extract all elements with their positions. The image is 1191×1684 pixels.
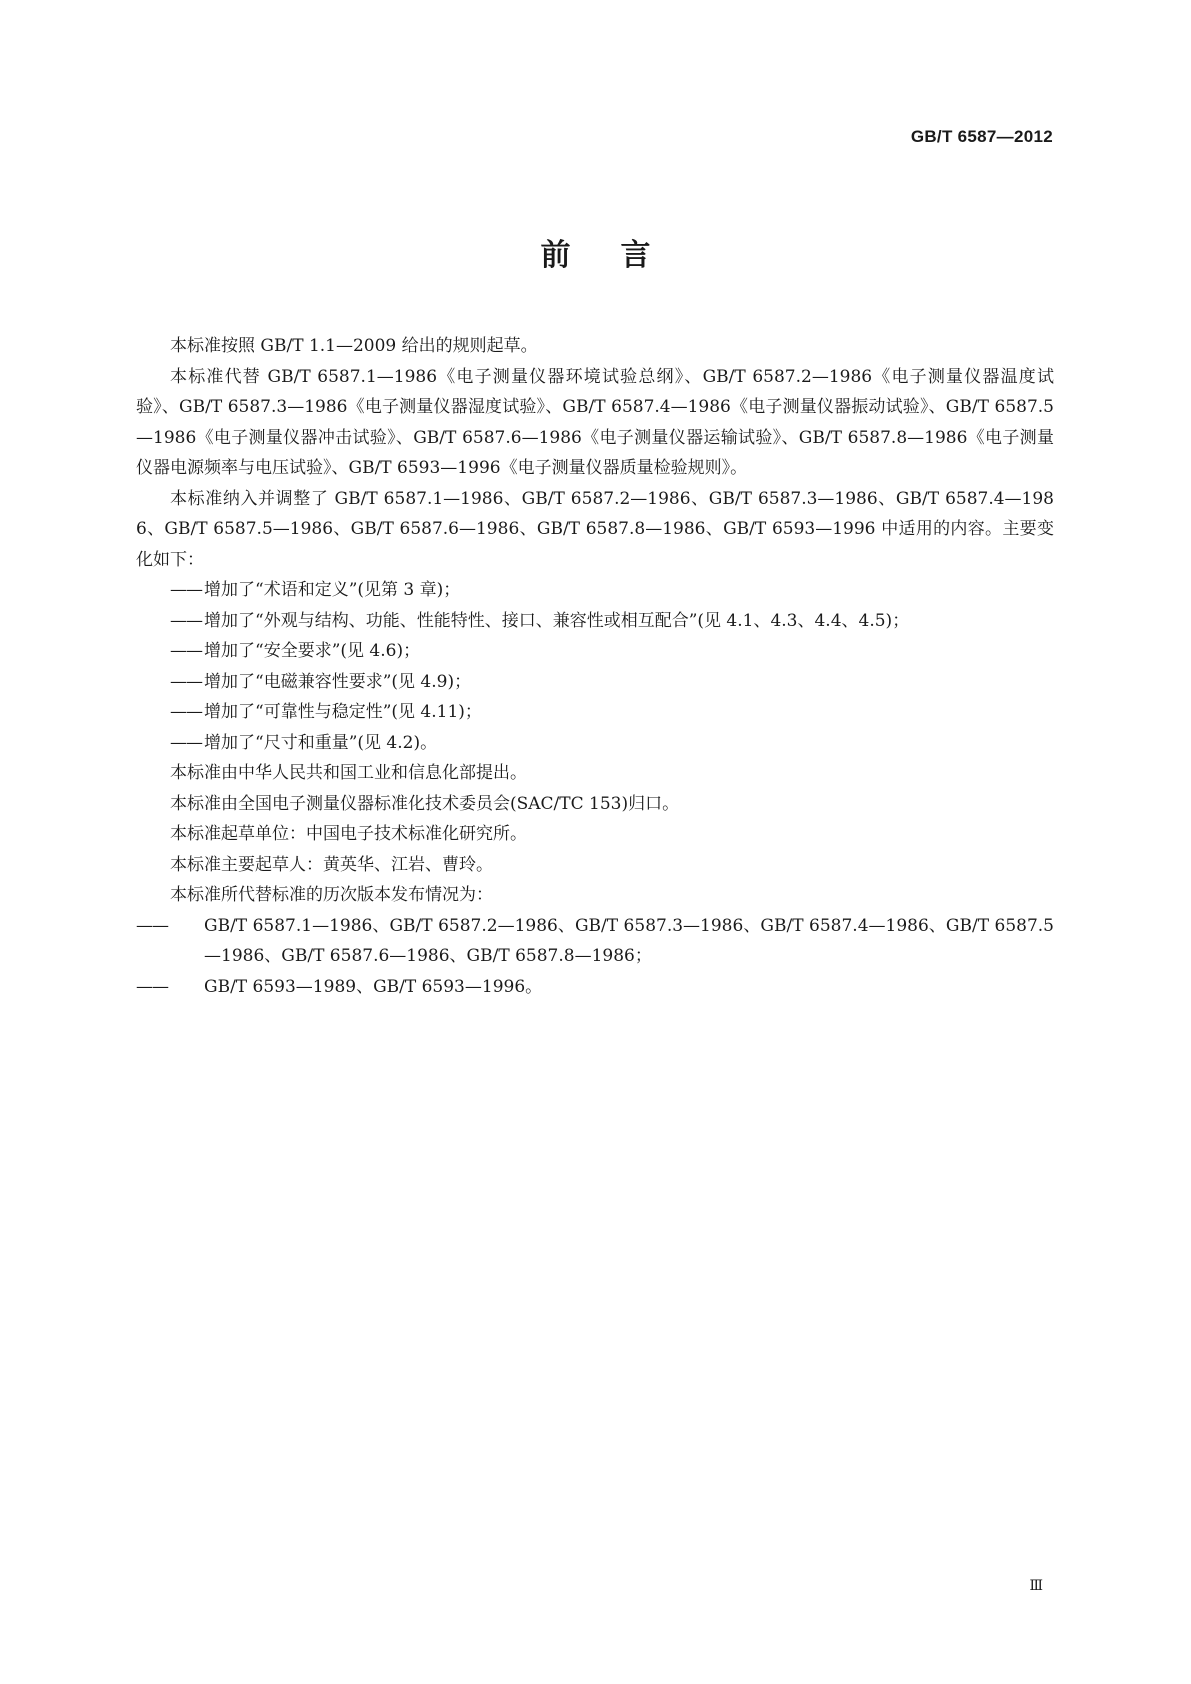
change-item <box>136 636 1054 667</box>
page-number: Ⅲ <box>1029 1578 1043 1594</box>
paragraph-history-intro: 本标准所代替标准的历次版本发布情况为： <box>170 885 493 905</box>
paragraph-replaces: 本标准代替 GB/T 6587.1—1986《电子测量仪器环境试验总纲》、GB/T 6587.2—1986《电子测量仪器温度试验》、GB/T 6587.3—1986《电子测量仪器湿度试验》、GB/T 6587.4—1986《电子测量仪器振动试验》、GB/T 6587.5—1986《电子测量仪器冲击试验》、GB/T 6587.6—1986《电子测量仪器运输试验》、GB/T 6587.8—1986《电子测量仪器电源频率与电压试验》、GB/T 6593—1996《电子测量仪器质量检验规则》。 <box>136 366 1054 478</box>
history-item <box>136 972 1054 1003</box>
standard-number: GB/T 6587—2012 <box>910 127 1053 146</box>
dash-marker: —— <box>170 580 202 600</box>
change-item-text: 增加了“外观与结构、功能、性能特性、接口、兼容性或相互配合”(见 4.1、4.3、4.4、4.5)； <box>204 610 910 631</box>
change-item-text: 增加了“可靠性与稳定性”(见 4.11)； <box>204 702 482 722</box>
dash-marker: —— <box>170 641 202 661</box>
paragraph-proposed-by: 本标准由中华人民共和国工业和信息化部提出。 <box>170 763 527 783</box>
change-item-text: 增加了“尺寸和重量”(见 4.2)。 <box>204 732 438 753</box>
change-item <box>136 606 1054 637</box>
dash-marker: —— <box>136 915 168 936</box>
paragraph-drafters: 本标准主要起草人：黄英华、江岩、曹玲。 <box>170 854 493 875</box>
change-item-text: 增加了“安全要求”(见 4.6)； <box>204 641 421 661</box>
dash-marker: —— <box>170 610 202 631</box>
change-item <box>136 728 1054 759</box>
foreword-body <box>136 331 1054 1002</box>
history-item-text: GB/T 6587.1—1986、GB/T 6587.2—1986、GB/T 6587.3—1986、GB/T 6587.4—1986、GB/T 6587.5—1986、GB/T 6587.6—1986、GB/T 6587.8—1986； <box>204 915 1054 966</box>
dash-marker: —— <box>170 671 202 692</box>
change-item <box>136 667 1054 698</box>
history-item <box>136 911 1054 972</box>
paragraph-incorporates: 本标准纳入并调整了 GB/T 6587.1—1986、GB/T 6587.2—1986、GB/T 6587.3—1986、GB/T 6587.4—1986、GB/T 6587.5—1986、GB/T 6587.6—1986、GB/T 6587.8—1986、GB/T 6593—1996 中适用的内容。主要变化如下： <box>136 488 1054 570</box>
history-item-text: GB/T 6593—1989、GB/T 6593—1996。 <box>204 976 543 997</box>
change-item-text: 增加了“电磁兼容性要求”(见 4.9)； <box>204 671 472 692</box>
dash-marker: —— <box>170 732 202 753</box>
change-item-text: 增加了“术语和定义”(见第 3 章)； <box>204 580 461 600</box>
page-title: 前言 <box>540 238 701 273</box>
change-item <box>136 697 1054 728</box>
dash-marker: —— <box>136 976 168 997</box>
paragraph-centralized-by: 本标准由全国电子测量仪器标准化技术委员会(SAC/TC 153)归口。 <box>170 793 680 814</box>
change-item <box>136 575 1054 606</box>
paragraph-drafting-unit: 本标准起草单位：中国电子技术标准化研究所。 <box>170 824 527 844</box>
dash-marker: —— <box>170 702 202 722</box>
paragraph-drafting-rules: 本标准按照 GB/T 1.1—2009 给出的规则起草。 <box>170 336 538 356</box>
